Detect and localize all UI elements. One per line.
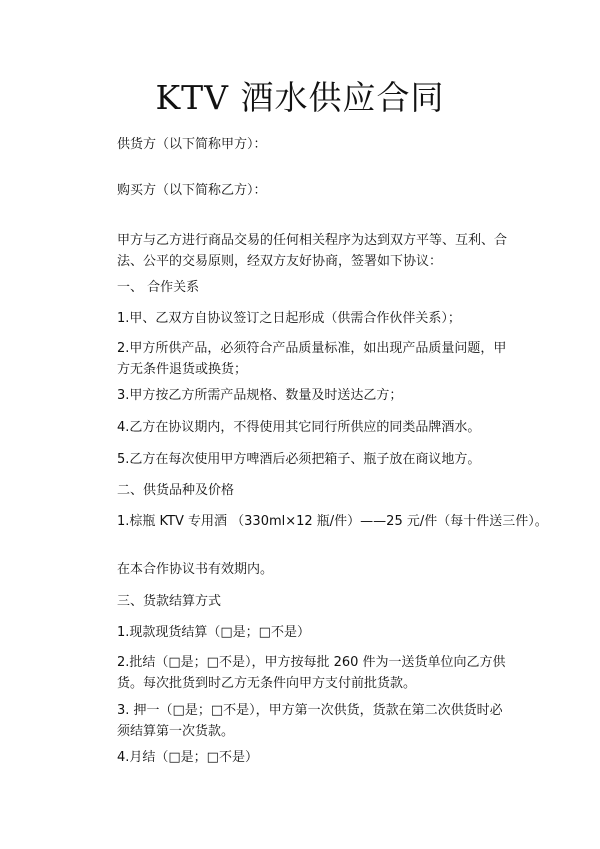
section-heading-products-prices: 二、供货品种及价格 — [117, 483, 235, 498]
clause-item: 4.月结（□是；□不是） — [117, 750, 258, 765]
validity-note: 在本合作协议书有效期内。 — [117, 562, 274, 577]
clause-item: 3. 押一（□是；□不是），甲方第一次供货，货款在第二次供货时必须结算第一次货款。 — [117, 703, 503, 739]
intro-paragraph: 甲方与乙方进行商品交易的任何相关程序为达到双方平等、互利、合法、公平的交易原则，经双方友好协商，签署如下协议： — [117, 233, 508, 269]
clause-item: 2.甲方所供产品，必须符合产品质量标准，如出现产品质量问题，甲方无条件退货或换货； — [117, 341, 507, 377]
section-heading-payment: 三、货款结算方式 — [117, 594, 222, 609]
document-title: KTV 酒水供应合同 — [155, 78, 445, 117]
clause-item: 3.甲方按乙方所需产品规格、数量及时送达乙方； — [117, 388, 403, 403]
clause-item: 2.批结（□是；□不是），甲方按每批 260 件为一送货单位向乙方供货。每次批货到时乙方无条件向甲方支付前批货款。 — [117, 655, 506, 691]
party-b-line: 购买方（以下简称乙方）： — [117, 183, 267, 198]
section-heading-cooperation: 一、 合作关系 — [117, 280, 200, 295]
clause-item: 5.乙方在每次使用甲方啤酒后必须把箱子、瓶子放在商议地方。 — [117, 452, 481, 467]
clause-item: 1.棕瓶 KTV 专用酒 （330ml×12 瓶/件）——25 元/件（每十件送三件）。 — [117, 514, 548, 529]
clause-item: 1.现款现货结算（□是；□不是） — [117, 625, 310, 640]
clause-item: 1.甲、乙双方自协议签订之日起形成（供需合作伙伴关系）； — [117, 311, 461, 326]
party-a-line: 供货方（以下简称甲方）： — [117, 137, 267, 152]
clause-item: 4.乙方在协议期内，不得使用其它同行所供应的同类品牌酒水。 — [117, 420, 481, 435]
